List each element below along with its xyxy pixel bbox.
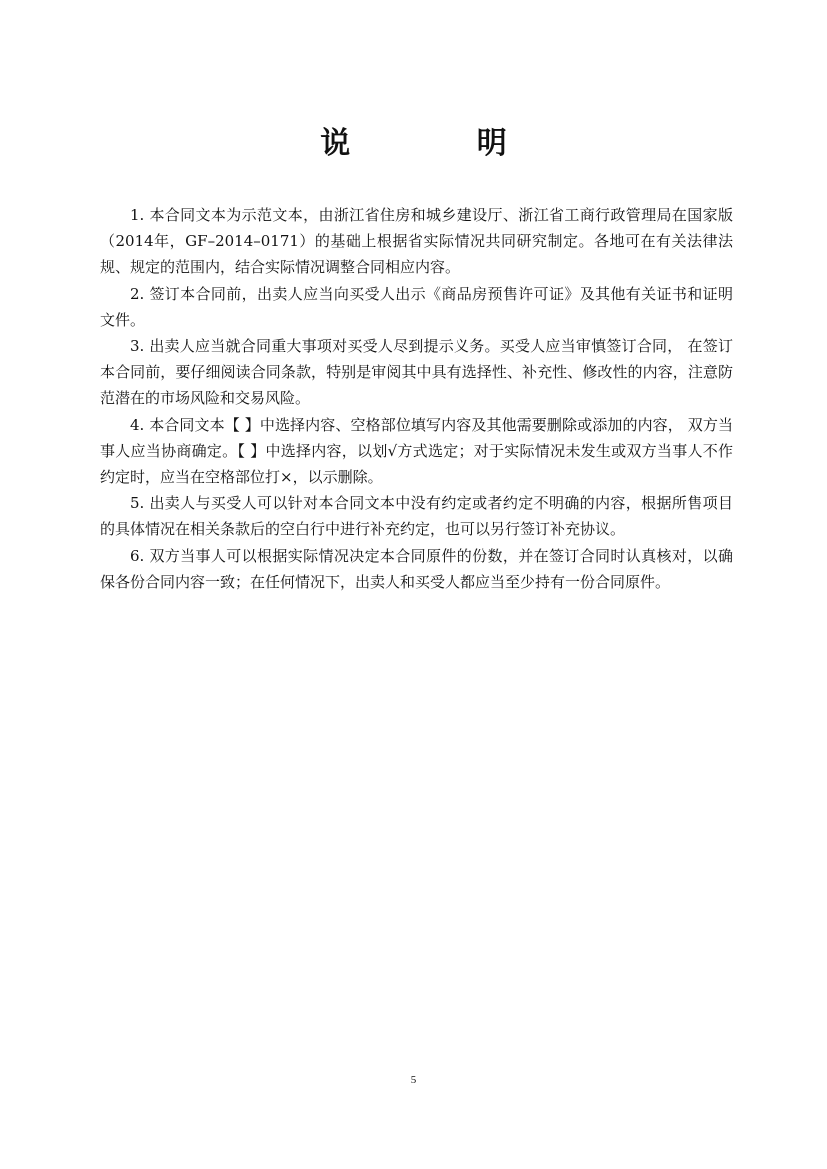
paragraph-5: 5. 出卖人与买受人可以针对本合同文本中没有约定或者约定不明确的内容，根据所售项目的具体情况在相关条款后的空白行中进行补充约定，也可以另行签订补充协议。 [100, 494, 733, 539]
page-title: 说 明 [320, 126, 565, 161]
paragraph-1: 1. 本合同文本为示范文本，由浙江省住房和城乡建设厅、浙江省工商行政管理局在国家版（2014年，GF–2014–0171）的基础上根据省实际情况共同研究制定。各地可在有关法律法规、规定的范围内，结合实际情况调整合同相应内容。 [100, 206, 733, 277]
paragraph-3: 3. 出卖人应当就合同重大事项对买受人尽到提示义务。买受人应当审慎签订合同， 在签订本合同前，要仔细阅读合同条款，特别是审阅其中具有选择性、补充性、修改性的内容，注意防范潜在的市场风险和交易风险。 [100, 337, 733, 408]
page-number: 5 [410, 1074, 417, 1086]
paragraph-6: 6. 双方当事人可以根据实际情况决定本合同原件的份数，并在签订合同时认真核对，以确保各份合同内容一致；在任何情况下，出卖人和买受人都应当至少持有一份合同原件。 [100, 546, 733, 591]
paragraph-4: 4. 本合同文本【 】中选择内容、空格部位填写内容及其他需要删除或添加的内容， 双方当事人应当协商确定。【 】中选择内容，以划√方式选定；对于实际情况未发生或双方当事人不作约定时，应当在空格部位打×，以示删除。 [100, 415, 733, 487]
paragraph-2: 2. 签订本合同前，出卖人应当向买受人出示《商品房预售许可证》及其他有关证书和证明文件。 [100, 284, 733, 329]
instructions-body [100, 202, 733, 595]
